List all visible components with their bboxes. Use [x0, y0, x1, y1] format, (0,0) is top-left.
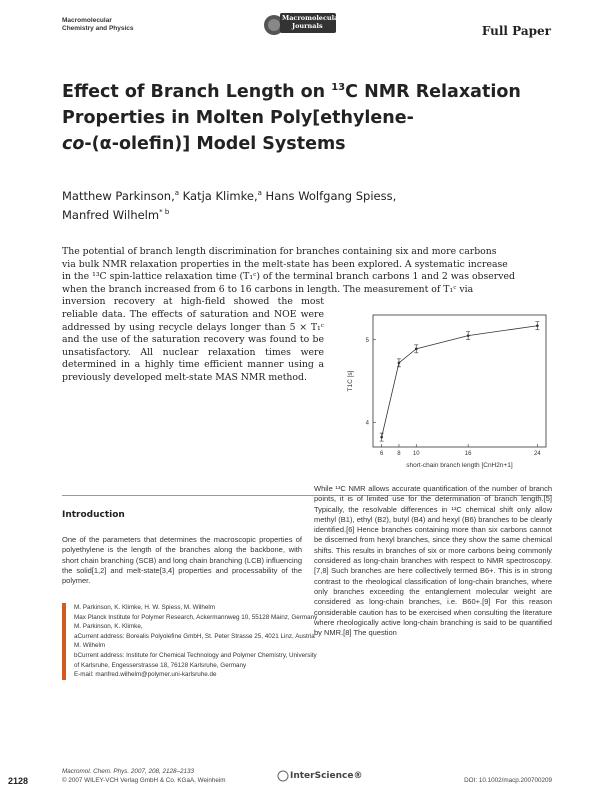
- data-line: [382, 326, 538, 437]
- x-tick-label: 10: [412, 451, 420, 457]
- journal-name-line-2: Chemistry and Physics: [62, 25, 134, 32]
- article-title: Effect of Branch Length on $^{13}$C NMR Relaxation Properties in Molten Poly[ethylene- co-(α-olefin)] Model Systems: [62, 81, 521, 154]
- y-tick-label: 5: [365, 337, 369, 344]
- intro-paragraph-2: While ¹³C NMR allows accurate quantification of the number of branch points, it is of limited use for the determination of branch length.[5] Typically, the resolvable differences in ¹³C chemical shift only allow methyl (B1), ethyl (B2), butyl (B4) and hexyl (B6) branches to be clearly identified.[6] Hence branches containing more than six carbons cannot be discerned from hexyl branches, since they show the same chemical shifts. This results in branches of six or more carbons being commonly considered as long-chain branches with respect to NMR spectroscopy.[7,8] Such branches are here collectively termed B6+. This is in strong contrast to the rheological classification of long-chain branches, where only branches exceeding the entanglement molecular weight are considered as long-chain branches, i.e. B60+.[9] For this reason considerable caution has to be exercised when consulting the literature where rheologically active long-chain branching is said to be quantified by NMR.[8] The question: [314, 484, 552, 638]
- abstract-wrapped: inversion recovery at high-field showed the most reliable data. The effects of saturation and NOE were addressed by using recycle delays longer than 5 × T₁ᶜ and the use of the saturation recovery was found to be unsatisfactory. All nuclear relaxation times were determined in a highly time efficient manner using a previously developed melt-state MAS NMR method.: [62, 296, 324, 383]
- logo-text: Macromolecular Journals: [282, 14, 342, 30]
- plot-frame: [373, 315, 546, 447]
- affiliation-line: M. Wilhelm: [74, 642, 106, 650]
- abstract-line: The potential of branch length discrimination for branches containing six and more carbons: [62, 246, 497, 257]
- journal-name: [62, 17, 134, 33]
- intro-paragraph-1: One of the parameters that determines the macroscopic properties of polyethylene is the length of the branches along the backbone, with short chain branching (SCB) and long chain branching (LCB) influencing the solid[1,2] and melt-state[3,4] properties and processability of the polymer.: [62, 535, 302, 586]
- data-point: [415, 348, 418, 351]
- affiliation-line: bCurrent address: Institute for Chemical Technology and Polymer Chemistry, University of Karlsruhe, Engesserstrasse 18, 76128 Karlsruhe, Germany: [74, 651, 317, 669]
- x-axis-label: short-chain branch length [CnH2n+1]: [406, 462, 513, 469]
- publisher-logo-text: InterScience®: [290, 771, 363, 781]
- abstract-line: in the ¹³C spin-lattice relaxation time (T₁ᶜ) of the terminal branch carbons 1 and 2 was observed: [62, 271, 515, 283]
- x-tick-label: 16: [464, 451, 472, 457]
- affiliation-line: M. Parkinson, K. Klimke, H. W. Spiess, M. Wilhelm: [74, 604, 216, 611]
- doi: DOI: 10.1002/macp.200700209: [464, 777, 552, 784]
- affiliations-box: [62, 603, 319, 680]
- journal-citation: Macromol. Chem. Phys. 2007, 208, 2128–2133: [62, 768, 194, 775]
- abstract-line: via bulk NMR relaxation properties in the melt-state has been explored. A systematic increase: [62, 258, 508, 270]
- data-point: [398, 362, 401, 365]
- section-heading-introduction: Introduction: [62, 510, 125, 520]
- relaxation-time-chart: [340, 307, 560, 477]
- data-point: [467, 334, 470, 337]
- author-list: Matthew Parkinson,$^a$ Katja Klimke,$^a$ Hans Wolfgang Spiess, Manfred Wilhelm$^{* b}$: [62, 188, 397, 223]
- affiliation-line: Max Planck Institute for Polymer Research, Ackermannweg 10, 55128 Mainz, Germany: [74, 613, 318, 621]
- article-type: Full Paper: [481, 24, 551, 38]
- abstract-line: when the branch increased from 6 to 16 carbons in length. The measurement of T₁ᶜ via: [62, 283, 474, 295]
- data-point: [536, 324, 539, 327]
- copyright-notice: © 2007 WILEY-VCH Verlag GmbH & Co. KGaA, Weinheim: [62, 777, 226, 784]
- affiliation-line: aCurrent address: Borealis Polyolefine GmbH, St. Peter Strasse 25, 4021 Linz, Austria: [74, 632, 315, 640]
- x-tick-label: 6: [379, 451, 384, 457]
- affiliation-line: E-mail: manfred.wilhelm@polymer.uni-karlsruhe.de: [74, 671, 217, 679]
- page-number: 2128: [8, 776, 29, 786]
- x-tick-label: 8: [397, 451, 401, 457]
- y-tick-label: 4: [365, 420, 369, 427]
- affiliation-line: M. Parkinson, K. Klimke,: [74, 623, 143, 631]
- x-tick-label: 24: [534, 451, 541, 457]
- data-point: [380, 436, 383, 439]
- y-axis-label: T1C [s]: [347, 370, 354, 392]
- journal-name-line-1: Macromolecular: [62, 17, 112, 24]
